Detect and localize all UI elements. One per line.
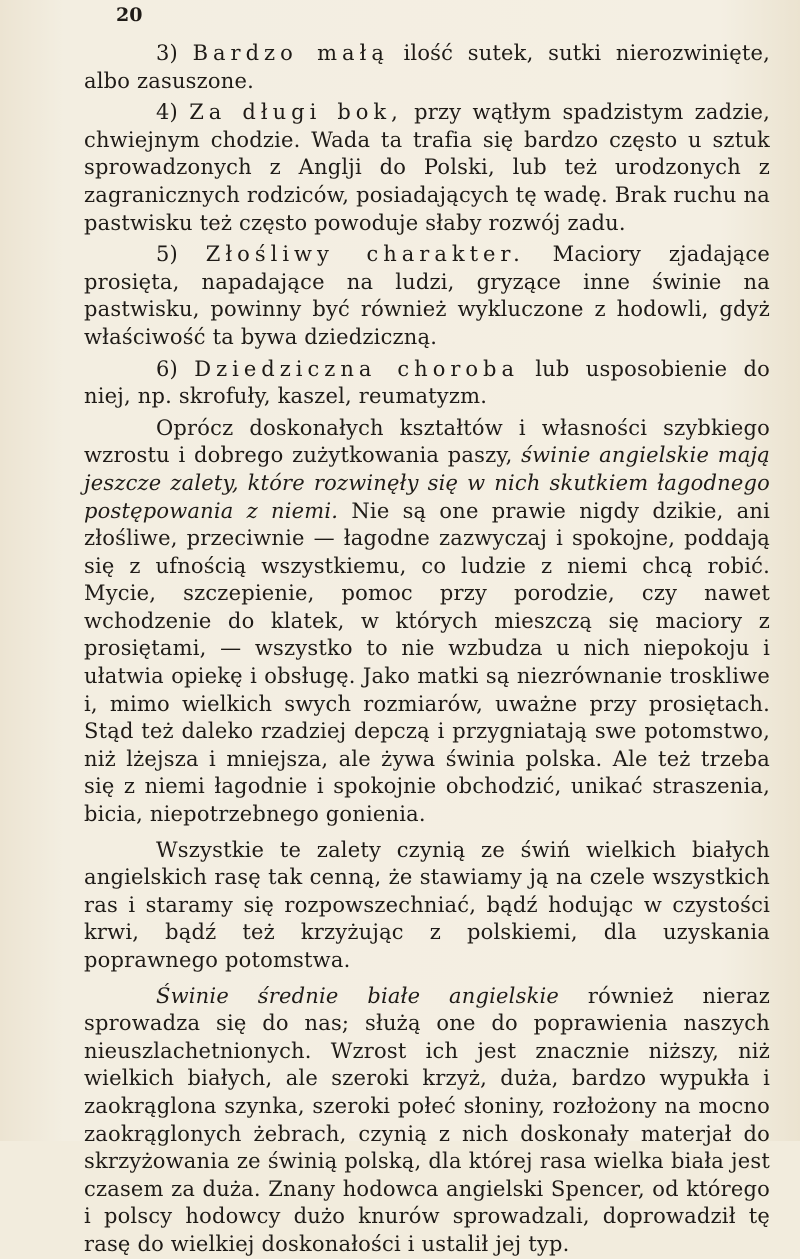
paragraph-emphasis: świnie angielskie mają jeszcze zalety, które rozwinęły się w nich skutkiem łagodnego postępowania z niemi. bbox=[84, 443, 770, 523]
paragraph-item-5 bbox=[84, 241, 770, 351]
item-heading: Bardzo małą bbox=[192, 41, 389, 65]
item-text: lub usposobienie do niej, np. skrofuły, kaszel, reumatyzm. bbox=[84, 356, 770, 409]
paragraph-item-4 bbox=[84, 99, 770, 237]
page-number: 20 bbox=[116, 4, 143, 26]
paragraph-english-pig-qualities bbox=[84, 415, 770, 829]
paragraph-item-6 bbox=[84, 356, 770, 411]
page-body bbox=[84, 6, 770, 1259]
paragraph-text: Wszystkie te zalety czynią ze świń wielkich białych angielskich rasę tak cenną, że stawiamy ją na czele wszystkich ras i staramy się rozpowszechniać, bądź hodując w czystości krwi, bądź też krzyżując z polskiemi, dla uzyskania poprawnego potomstwa. bbox=[84, 837, 770, 972]
item-text: ilość sutek, sutki nierozwinięte, albo zasuszone. bbox=[84, 41, 770, 93]
item-number: 4) bbox=[156, 100, 178, 125]
item-text: przy wątłym spadzistym zadzie, chwiejnym chodzie. Wada ta trafia się bardzo często u sztuk sprowadzonych z Anglji do Polski, lub też urodzonych z zagranicznych rodziców, posiadających tę wadę. Brak ruchu na pastwisku też często powoduje słaby rozwój zadu. bbox=[84, 100, 770, 235]
item-number: 6) bbox=[156, 356, 178, 381]
paragraph-middle-white bbox=[84, 983, 770, 1259]
item-number: 3) bbox=[156, 41, 178, 65]
item-heading: Za długi bok, bbox=[189, 100, 403, 125]
paragraph-text: Nie są one prawie nigdy dzikie, ani złośliwe, przeciwnie — łagodne zazwyczaj i spokojne, poddają się z ufnością wszystkiemu, co ludzie z niemi chcą robić. Mycie, szczepienie, pomoc przy porodzie, czy nawet wchodzenie do klatek, w których mieszczą się maciory z prosiętami, — wszystko to nie wzbudza u nich niepokoju i ułatwia opiekę i obsługę. Jako matki są niezrównanie troskliwe i, mimo wielkich swych rozmiarów, uważne przy prosiętach. Stąd też daleko rzadziej depczą i przygniatają swe potomstwo, niż lżejsza i mniejsza, ale żywa świnia polska. Ale też trzeba się z niemi łagodnie i spokojnie obchodzić, unikać straszenia, bicia, niepotrzebnego gonienia. bbox=[84, 498, 770, 827]
paragraph-text: Oprócz doskonałych kształtów i własności szybkiego wzrostu i dobrego zużytkowania paszy, bbox=[84, 415, 770, 468]
item-heading: Dziedziczna choroba bbox=[194, 356, 519, 381]
paragraph-text: również nieraz sprowadza się do nas; służą one do poprawienia naszych nieuszlachetnionych. Wzrost ich jest znacznie niższy, niż wielkich białych, ale szeroki krzyż, duża, bardzo wypukła i zaokrąglona szynka, szeroki połeć słoniny, rozłożony na mocno zaokrąglonych żebrach, czynią z nich doskonały materjał do skrzyżowania ze świnią polską, dla której rasa wielka biała jest czasem za duża. Znany hodowca angielski Spencer, od którego i polscy hodowcy dużo knurów sprowadzali, doprowadził tę rasę do wielkiej doskonałości i ustalił jej typ. bbox=[84, 983, 770, 1256]
paragraph-emphasis: Świnie średnie białe angielskie bbox=[156, 983, 560, 1008]
item-text: Maciory zjadające prosięta, napadające na ludzi, gryzące inne świnie na pastwisku, powinny być również wykluczone z hodowli, gdyż właściwość ta bywa dziedziczną. bbox=[84, 242, 770, 349]
item-heading: Złośliwy charakter. bbox=[205, 242, 525, 267]
item-number: 5) bbox=[156, 242, 178, 267]
paragraph-item-3 bbox=[84, 40, 770, 95]
paragraph-breed-value bbox=[84, 837, 770, 975]
